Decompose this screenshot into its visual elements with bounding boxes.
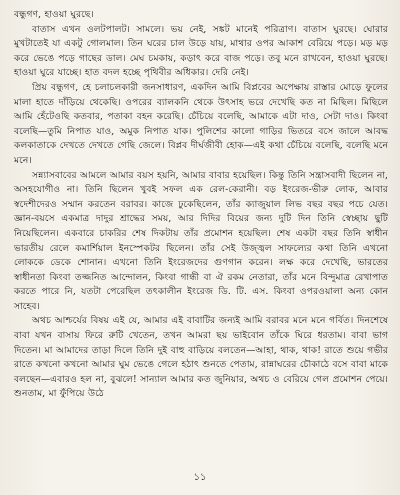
page-number: ১১: [193, 472, 207, 483]
paragraph-father-career: সন্ন্যাসবাবের আমলে আমার বয়স হয়নি, আমার বাবার হয়েছিল। কিন্তু তিনি সন্ত্রাসবাদী ছিলেন না, অসহযোগীও না। তিনি ছিলেন খুবই সফল এক রেল-কেরানী। বড় ইংরেজ-ভীরু লোক, আবার স্বদেশীদেরও সম্মান করতেন বরাবর। কাজে ঢুকেছিলেন, তাঁর ক্যাজুয়াল লিভ বছর বছর পচে যেত। জ্ঞান-বয়সে একমাত্র দাদুর শ্রাদ্ধের সময়, আর দিদির বিয়ের জন্য দুটি দিন তিনি স্বেচ্ছায় ছুটি নিয়েছিলেন। একবারে চাকরির শেষ দিকটায় তাঁর প্রমোশন হয়েছিল। শেষ একটা বছর তিনি স্বাধীন ভারতীয় রেলে কমার্শিয়াল ইনস্পেকটর ছিলেন। তাঁর সেই উজ্জ্বল সাফল্যের কথা তিনি এখনো লোককে ডেকে শোনান। এখনো তিনি ইংরেজদের গুণগান করেন। লক্ষ করে দেখেছি, ভারতের স্বাধীনতা কিংবা তজ্জনিত আন্দোলন, কিংবা গান্ধী বা ঐ রকম নেতারা, তাঁর মনে বিন্দুমাত্র রেখাপাত করতে পারে নি, যতটা পেরেছিল তৎকালীন ইংরেজ ডি. টি. এস. কিংবা ওপরওয়ালা অন্য কোন সাহেব।: [14, 169, 388, 312]
paragraph-wind-turning: বাতাস এখন ওলটপালট। সামলে। ভয় নেই, সঙ্কট মানেই পরিত্রাণ। বাতাস ঘুরছে। ঘোরার মুখটাতেই যা একটু গোলমাল। তিন ঘরের চাল উড়ে যায়, মাথার ওপর আকাশ বেরিয়ে পড়ে। মড় মড় করে ভেঙে পড়ে গাছের ডাল। মেঘ চমকায়, কড়াৎ করে বাজ পড়ে। তবু মনে রাখবেন, হাওয়া ঘুরছে। হাওয়া ঘুরে যাচ্ছে। হাত বদল হচ্ছে পৃথিবীর অধিকার। দেরি নেই।: [14, 23, 388, 79]
paragraph-father-pride: অথচ আশ্চর্যের বিষয় এই যে, আমার এই বাবাটির জন্যই আমি বরাবর মনে মনে গর্বিত। দিনশেষে বাবা যখন বাসায় ফিরে রুটি খেতেন, তখন আমরা ছয় ভাইবোন তাঁকে ঘিরে ধরতাম। বাবা ভাগ দিতেন। মা আমাদের তাড়া দিলে তিনি দুই বাহু বাড়িয়ে বলতেন—আহা, থাক, থাক! রাতে শুয়ে গভীর রাতে কখনো কখনো আমার ঘুম ভেঙে গেলে হঠাৎ শুনতে পেতাম, রান্নাঘরের চৌকাঠে বসে বাবা মাকে বলছেন—এবারও হল না, বুঝলে! সান্যাল আমার কত জুনিয়ার, অথচ ও বেরিয়ে গেল প্রমোশন পেয়ে। শুনতাম, মা ফুঁপিয়ে উঠে: [14, 315, 388, 400]
opening-line: বন্ধুগণ, হাওয়া ঘুরছে।: [14, 9, 94, 20]
paragraph-dear-friends: প্রিয় বন্ধুগণ, হে চলাচলকারী জনসাধারণ, একদিন আমি বিপ্লবের অপেক্ষায় রাস্তার মোড়ে ফুলের মালা হাতে দাঁড়িয়ে থেকেছি। ওপরের ব্যালকনি থেকে উৎসাহ ভরে দেখেছি কত না মিছিল। মিছিলে আমি হেঁটেওছি কতবার, পতাকা বহন করেছি। চেঁচিয়ে বলেছি, আমাকে এটা দাও, সেটা দাও। কিংবা বলেছি—তুমি নিপাত যাও, অমুক নিপাত যাক। পুলিশের কালো গাড়ির ভিতরে বসে জালে আবদ্ধ কলকাতাকে দেখতে দেখতে গেছি জেলে। বিপ্লব দীর্ঘজীবী হোক—এই কথা চেঁচিয়ে বলেছি, বলেছি মনে মনে।: [14, 81, 388, 166]
